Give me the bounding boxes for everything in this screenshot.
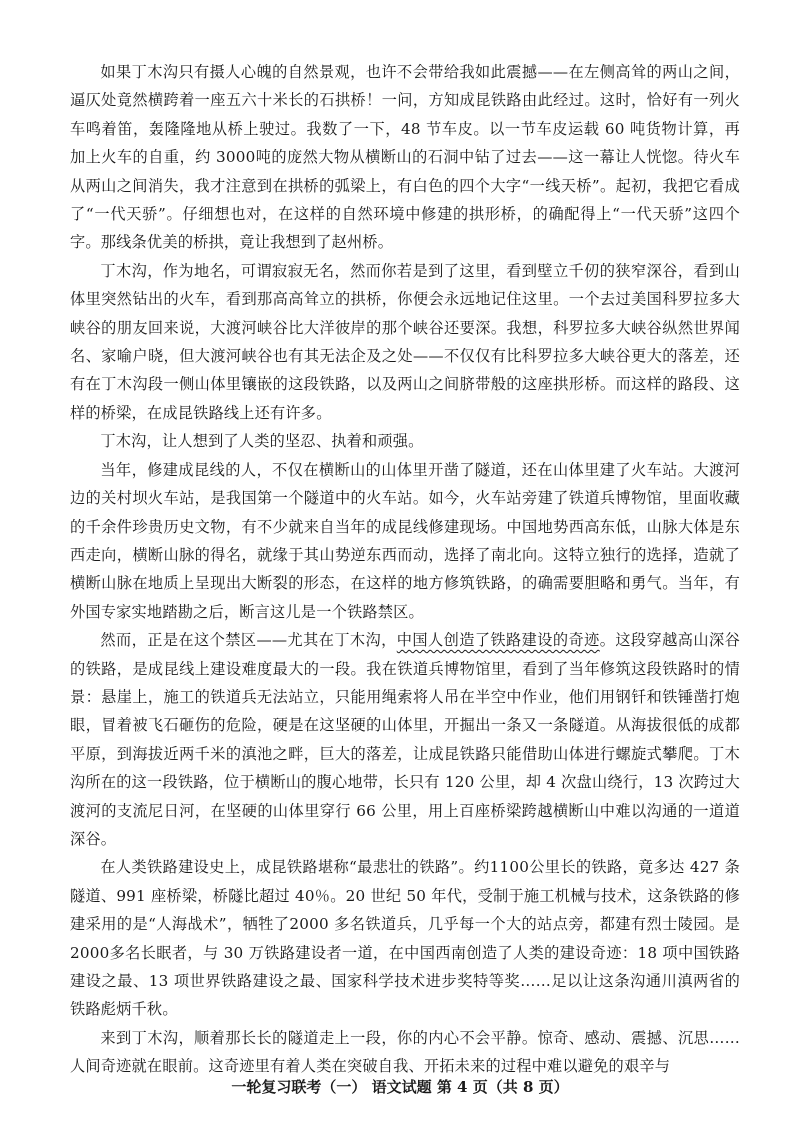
paragraph-2: 丁木沟，作为地名，可谓寂寂无名，然而你若是到了这里，看到壁立千仞的狭窄深谷，看到山体里突然钻出的火车，看到那高高耸立的拱桥，你便会永远地记住这里。一个去过美国科罗拉多大峡谷的朋友回来说，大渡河峡谷比大洋彼岸的那个峡谷还要深。我想，科罗拉多大峡谷纵然世界闻名、家喻户晓，但大渡河峡谷也有其无法企及之处——不仅仅有比科罗拉多大峡谷更大的落差，还有在丁木沟段一侧山体里镶嵌的这段铁路，以及两山之间脐带般的这座拱形桥。而这样的路段、这样的桥梁，在成昆铁路线上还有许多。: [70, 261, 740, 422]
paragraph-5-before: 然而，正是在这个禁区——尤其在丁木沟，: [100, 631, 397, 650]
wavy-underlined-phrase: 中国人创造了铁路建设的奇迹: [396, 631, 600, 650]
paragraph-4: 当年，修建成昆线的人，不仅在横断山的山体里开凿了隧道，还在山体里建了火车站。大渡河边的关村坝火车站，是我国第一个隧道中的火车站。如今，火车站旁建了铁道兵博物馆，里面收藏的千余件珍贵历史文物，有不少就来自当年的成昆线修建现场。中国地势西高东低，山脉大体是东西走向，横断山脉的得名，就缘于其山势逆东西而动，选择了南北向。这特立独行的选择，造就了横断山脉在地质上呈现出大断裂的形态，在这样的地方修筑铁路，的确需要胆略和勇气。当年，有外国专家实地踏勘之后，断言这儿是一个铁路禁区。: [70, 460, 740, 621]
document-body: [70, 58, 740, 1081]
paragraph-3: 丁木沟，让人想到了人类的坚忍、执着和顽强。: [100, 432, 424, 451]
paragraph-5: [70, 626, 740, 853]
paragraph-7: 来到丁木沟，顺着那长长的隧道走上一段，你的内心不会平静。惊奇、感动、震撼、沉思……人间奇迹就在眼前。这奇迹里有着人类在突破自我、开拓未来的过程中难以避免的艰辛与: [70, 1028, 740, 1076]
paragraph-5-after: 。这段穿越高山深谷的铁路，是成昆线上建设难度最大的一段。我在铁道兵博物馆里，看到了当年修筑这段铁路时的情景：悬崖上，施工的铁道兵无法站立，只能用绳索将人吊在半空中作业，他们用钢钎和铁锤凿打炮眼，冒着被飞石砸伤的危险，硬是在这坚硬的山体里，开掘出一条又一条隧道。从海拔很低的成都平原，到海拔近两千米的滇池之畔，巨大的落差，让成昆铁路只能借助山体进行螺旋式攀爬。丁木沟所在的这一段铁路，位于横断山的腹心地带，长只有 120 公里，却 4 次盘山绕行，13 次跨过大渡河的支流尼日河，在坚硬的山体里穿行 66 公里，用上百座桥梁跨越横断山中难以沟通的一道道深谷。: [70, 631, 740, 848]
page-footer: 一轮复习联考（一） 语文试题 第 4 页（共 8 页）: [231, 1078, 569, 1096]
paragraph-1: 如果丁木沟只有摄人心魄的自然景观，也许不会带给我如此震撼——在左侧高耸的两山之间，逼仄处竟然横跨着一座五六十米长的石拱桥！一问，方知成昆铁路由此经过。这时，恰好有一列火车鸣着笛，轰隆隆地从桥上驶过。我数了一下，48 节车皮。以一节车皮运载 60 吨货物计算，再加上火车的自重，约 3000吨的庞然大物从横断山的石洞中钻了过去——这一幕让人恍惚。待火车从两山之间消失，我才注意到在拱桥的弧梁上，有白色的四个大字“一线天桥”。起初，我把它看成了“一代天骄”。仔细想也对，在这样的自然环境中修建的拱形桥，的确配得上“一代天骄”这四个字。那线条优美的桥拱，竟让我想到了赵州桥。: [70, 63, 740, 252]
paragraph-6: 在人类铁路建设史上，成昆铁路堪称“最悲壮的铁路”。约1100公里长的铁路，竟多达 427 条隧道、991 座桥梁，桥隧比超过 40％。20 世纪 50 年代，受制于施工机械与技术，这条铁路的修建采用的是“人海战术”，牺牲了2000 多名铁道兵，几乎每一个大的站点旁，都建有烈士陵园。是2000多名长眠者，与 30 万铁路建设者一道，在中国西南创造了人类的建设奇迹：18 项中国铁路建设之最、13 项世界铁路建设之最、国家科学技术进步奖特等奖……足以让这条沟通川滇两省的铁路彪炳千秋。: [70, 858, 740, 1019]
